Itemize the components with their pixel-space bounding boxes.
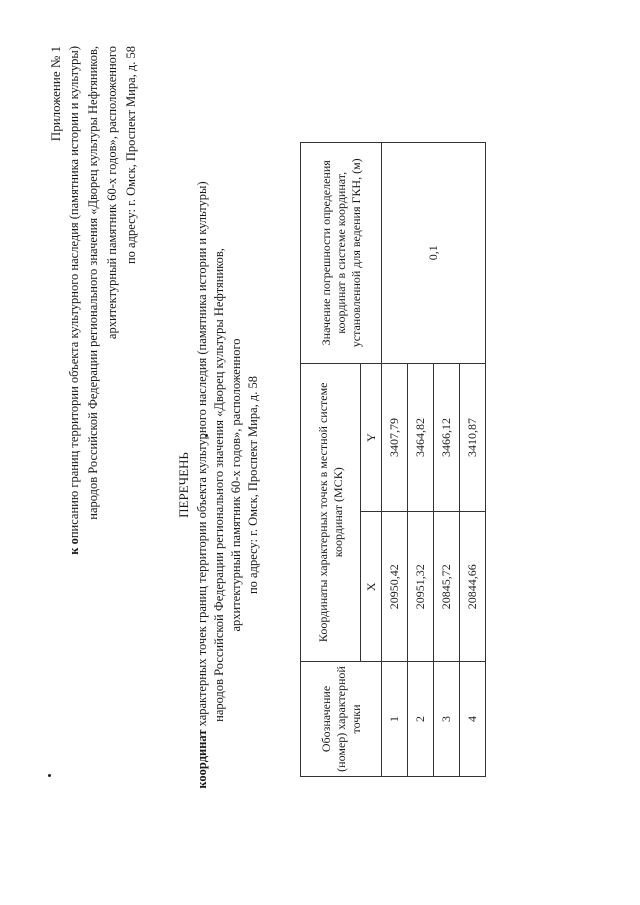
appendix-line: к описанию границ территории объекта культурного наследия (памятника истории и культуры) bbox=[67, 46, 81, 555]
cell-y: 3464,82 bbox=[408, 363, 434, 512]
cell-x: 20844,66 bbox=[460, 512, 486, 661]
cell-x: 20951,32 bbox=[408, 512, 434, 661]
list-line: по адресу: г. Омск, Проспект Мира, д. 58 bbox=[246, 376, 260, 595]
cell-y: 3410,87 bbox=[460, 363, 486, 512]
coordinates-table bbox=[300, 142, 486, 777]
cell-error-value: 0,1 bbox=[382, 143, 486, 364]
cell-y: 3407,79 bbox=[382, 363, 408, 512]
list-line: координат характерных точек границ территории объекта культурного наследия (памятника истории и культуры) bbox=[195, 181, 209, 789]
appendix-title: Приложение № 1 bbox=[48, 46, 63, 142]
cell-point-number: 1 bbox=[382, 661, 408, 776]
cell-x: 20845,72 bbox=[434, 512, 460, 661]
cell-x: 20950,42 bbox=[382, 512, 408, 661]
appendix-line: по адресу: г. Омск, Проспект Мира, д. 58 bbox=[124, 46, 138, 265]
table-row bbox=[382, 143, 408, 777]
list-line: архитектурный памятник 60-х годов», расположенного bbox=[229, 338, 243, 632]
list-heading: ПЕРЕЧЕНЬ bbox=[176, 452, 191, 518]
cell-point-number: 2 bbox=[408, 661, 434, 776]
appendix-line: народов Российской Федерации регионального значения «Дворец культуры Нефтяников, bbox=[86, 46, 100, 520]
appendix-line: архитектурный памятник 60-х годов», расположенного bbox=[105, 46, 119, 340]
cell-point-number: 3 bbox=[434, 661, 460, 776]
cell-y: 3466,12 bbox=[434, 363, 460, 512]
header-y: Y bbox=[361, 363, 382, 512]
header-point-number: Обозначение (номер) характерной точки bbox=[301, 661, 382, 776]
header-error: Значение погрешности определения координат в системе координат, установленной для ведения ГКН, (м) bbox=[301, 143, 382, 364]
header-coordinates: Координаты характерных точек в местной системе координат (МСК) bbox=[301, 363, 361, 661]
cell-point-number: 4 bbox=[460, 661, 486, 776]
scan-speck bbox=[48, 774, 51, 777]
appendix-block bbox=[46, 46, 141, 646]
list-line: народов Российской Федерации регионального значения «Дворец культуры Нефтяников, bbox=[212, 248, 226, 722]
header-x: X bbox=[361, 512, 382, 661]
list-title-block bbox=[175, 135, 262, 835]
